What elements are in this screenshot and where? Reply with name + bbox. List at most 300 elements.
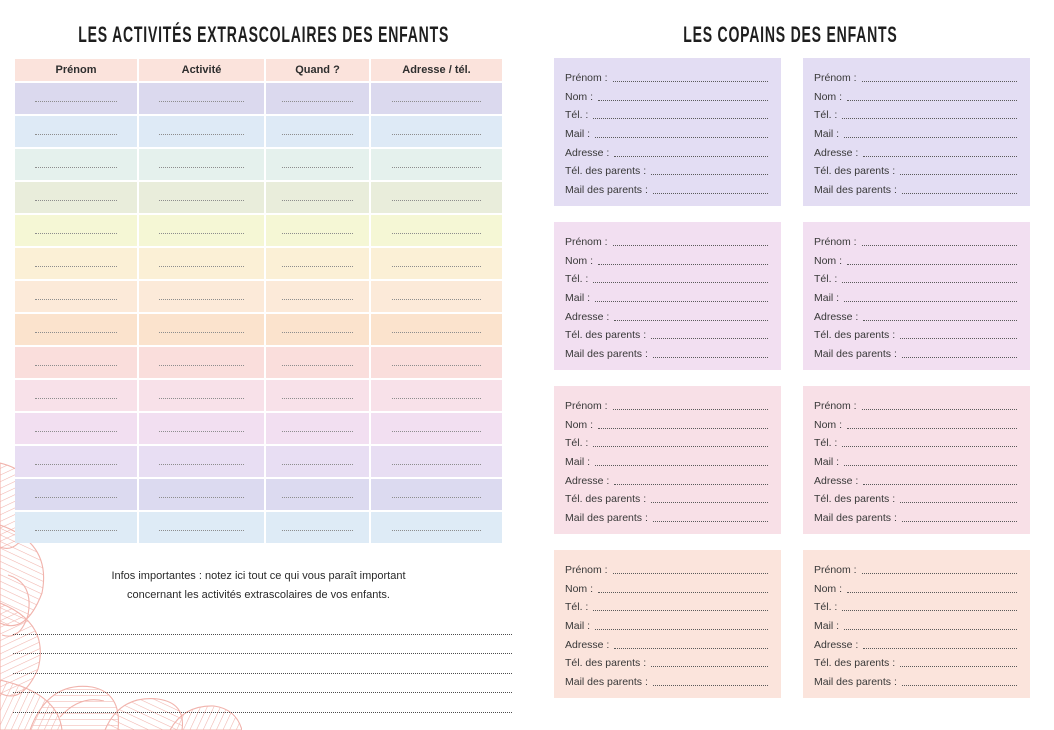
write-in-line	[282, 233, 352, 234]
table-cell	[139, 347, 264, 378]
write-in-line	[159, 431, 244, 432]
field-label: Mail :	[814, 127, 840, 140]
friend-card	[554, 550, 781, 698]
write-in-line	[35, 200, 118, 201]
table-cell	[15, 512, 137, 543]
notes-write-line	[13, 615, 512, 635]
field-write-line	[593, 282, 768, 283]
write-in-line	[392, 299, 481, 300]
table-cell	[266, 281, 369, 312]
table-cell	[371, 512, 502, 543]
table-cell	[371, 413, 502, 444]
field-write-line	[651, 502, 768, 503]
field-label: Tél. des parents :	[814, 493, 896, 506]
field-write-line	[862, 573, 1017, 574]
field-label: Tél. :	[814, 437, 838, 450]
card-field	[814, 615, 1019, 632]
field-write-line	[614, 484, 768, 485]
table-cell	[139, 380, 264, 411]
write-in-line	[35, 332, 118, 333]
field-label: Mail des parents :	[814, 675, 897, 688]
card-field	[814, 179, 1019, 196]
card-field	[814, 67, 1019, 84]
write-in-line	[282, 365, 352, 366]
write-in-line	[35, 266, 118, 267]
table-cell	[266, 347, 369, 378]
table-cell	[371, 347, 502, 378]
activities-title	[0, 22, 527, 49]
field-write-line	[595, 465, 768, 466]
field-write-line	[593, 118, 768, 119]
card-field	[565, 488, 770, 505]
field-label: Tél. des parents :	[565, 493, 647, 506]
field-write-line	[842, 610, 1017, 611]
field-write-line	[613, 81, 768, 82]
write-in-line	[282, 497, 352, 498]
table-cell	[266, 413, 369, 444]
write-in-line	[282, 101, 352, 102]
write-in-line	[392, 431, 481, 432]
card-field	[814, 507, 1019, 524]
write-in-line	[35, 101, 118, 102]
friends-title	[527, 22, 1054, 49]
table-cell	[139, 314, 264, 345]
table-cell	[371, 314, 502, 345]
field-label: Prénom :	[565, 564, 608, 576]
table-cell	[15, 347, 137, 378]
field-label: Tél. des parents :	[565, 165, 647, 178]
write-in-line	[35, 167, 118, 168]
write-in-line	[35, 398, 118, 399]
card-field	[814, 343, 1019, 360]
field-write-line	[847, 592, 1017, 593]
field-write-line	[653, 685, 768, 686]
write-in-line	[159, 233, 244, 234]
field-write-line	[862, 245, 1017, 246]
write-in-line	[159, 167, 244, 168]
table-cell	[15, 215, 137, 246]
card-field	[814, 470, 1019, 487]
table-cell	[266, 380, 369, 411]
field-write-line	[842, 446, 1017, 447]
write-in-line	[159, 365, 244, 366]
table-cell	[15, 248, 137, 279]
field-write-line	[844, 629, 1017, 630]
field-label: Nom :	[565, 418, 594, 431]
field-write-line	[844, 465, 1017, 466]
card-field	[565, 615, 770, 632]
notes-text-line2: concernant les activités extrascolaires de vos enfants.	[127, 589, 390, 601]
friends-page	[527, 0, 1054, 730]
field-label: Tél. des parents :	[814, 657, 896, 670]
table-cell	[266, 215, 369, 246]
table-cell	[266, 116, 369, 147]
table-cell	[371, 479, 502, 510]
card-field	[565, 142, 770, 159]
card-field	[565, 287, 770, 304]
table-cell	[139, 182, 264, 213]
card-field	[814, 250, 1019, 267]
table-cell	[139, 446, 264, 477]
write-in-line	[35, 233, 118, 234]
card-field	[565, 432, 770, 449]
write-in-line	[159, 200, 244, 201]
table-cell	[15, 380, 137, 411]
field-label: Tél. :	[565, 109, 589, 122]
field-label: Mail :	[814, 619, 840, 632]
table-cell	[139, 83, 264, 114]
field-label: Prénom :	[814, 400, 857, 412]
table-cell	[15, 314, 137, 345]
field-label: Tél. :	[565, 273, 589, 286]
card-field	[565, 507, 770, 524]
table-cell	[371, 446, 502, 477]
table-cell	[15, 182, 137, 213]
table-cell	[15, 281, 137, 312]
field-write-line	[593, 610, 768, 611]
field-label: Prénom :	[565, 236, 608, 248]
write-in-line	[282, 167, 352, 168]
table-cell	[139, 149, 264, 180]
field-label: Mail :	[565, 291, 591, 304]
write-in-line	[282, 530, 352, 531]
field-label: Tél. des parents :	[565, 329, 647, 342]
write-in-line	[35, 530, 118, 531]
field-label: Prénom :	[814, 564, 857, 576]
table-cell	[371, 380, 502, 411]
activities-table	[15, 59, 502, 543]
field-write-line	[847, 100, 1017, 101]
field-label: Adresse :	[814, 146, 859, 159]
card-field	[814, 395, 1019, 412]
field-write-line	[651, 174, 768, 175]
card-field	[565, 596, 770, 613]
write-in-line	[159, 266, 244, 267]
card-field	[814, 160, 1019, 177]
card-field	[565, 343, 770, 360]
card-field	[814, 231, 1019, 248]
write-in-line	[392, 464, 481, 465]
card-field	[565, 578, 770, 595]
table-cell	[266, 446, 369, 477]
notes-write-area	[13, 615, 512, 713]
field-label: Nom :	[565, 90, 594, 103]
write-in-line	[282, 134, 352, 135]
write-in-line	[282, 464, 352, 465]
field-label: Mail des parents :	[814, 511, 897, 524]
field-write-line	[595, 301, 768, 302]
column-header: Quand ?	[266, 59, 369, 81]
field-write-line	[844, 137, 1017, 138]
card-field	[565, 559, 770, 576]
field-write-line	[593, 446, 768, 447]
card-field	[814, 488, 1019, 505]
write-in-line	[392, 266, 481, 267]
field-label: Mail :	[565, 619, 591, 632]
field-label: Adresse :	[565, 638, 610, 651]
table-cell	[266, 314, 369, 345]
table-cell	[139, 116, 264, 147]
field-label: Nom :	[814, 418, 843, 431]
card-field	[565, 671, 770, 688]
column-header: Adresse / tél.	[371, 59, 502, 81]
field-label: Mail :	[814, 291, 840, 304]
write-in-line	[282, 398, 352, 399]
field-label: Mail des parents :	[814, 347, 897, 360]
friend-card	[803, 550, 1030, 698]
write-in-line	[392, 101, 481, 102]
write-in-line	[159, 299, 244, 300]
card-field	[814, 578, 1019, 595]
table-cell	[139, 281, 264, 312]
field-write-line	[863, 156, 1017, 157]
field-write-line	[598, 100, 768, 101]
field-label: Nom :	[565, 582, 594, 595]
field-label: Nom :	[565, 254, 594, 267]
table-cell	[15, 83, 137, 114]
field-write-line	[613, 573, 768, 574]
card-field	[814, 432, 1019, 449]
card-field	[814, 287, 1019, 304]
friend-card	[554, 386, 781, 534]
card-field	[565, 231, 770, 248]
write-in-line	[159, 464, 244, 465]
card-field	[814, 634, 1019, 651]
field-write-line	[598, 592, 768, 593]
field-write-line	[653, 357, 768, 358]
friend-card	[554, 58, 781, 206]
card-field	[565, 306, 770, 323]
card-field	[565, 86, 770, 103]
table-cell	[371, 215, 502, 246]
field-label: Tél. :	[565, 437, 589, 450]
write-in-line	[392, 134, 481, 135]
field-label: Mail :	[565, 127, 591, 140]
field-label: Adresse :	[565, 310, 610, 323]
field-label: Prénom :	[814, 72, 857, 84]
table-cell	[266, 248, 369, 279]
field-write-line	[842, 282, 1017, 283]
table-cell	[15, 479, 137, 510]
field-label: Mail des parents :	[565, 347, 648, 360]
write-in-line	[159, 398, 244, 399]
card-field	[565, 652, 770, 669]
field-write-line	[902, 193, 1017, 194]
write-in-line	[392, 200, 481, 201]
write-in-line	[159, 101, 244, 102]
important-notes	[15, 567, 502, 605]
write-in-line	[35, 431, 118, 432]
field-write-line	[847, 428, 1017, 429]
notes-write-line	[13, 635, 512, 655]
table-cell	[371, 83, 502, 114]
notes-write-line	[13, 674, 512, 694]
activities-title-text: LES ACTIVITÉS EXTRASCOLAIRES DES ENFANTS	[78, 22, 449, 48]
field-label: Prénom :	[814, 236, 857, 248]
write-in-line	[35, 134, 118, 135]
field-write-line	[614, 320, 768, 321]
card-field	[565, 634, 770, 651]
write-in-line	[392, 167, 481, 168]
table-cell	[139, 248, 264, 279]
column-header: Activité	[139, 59, 264, 81]
card-field	[814, 86, 1019, 103]
field-label: Adresse :	[814, 310, 859, 323]
card-field	[565, 250, 770, 267]
card-field	[814, 652, 1019, 669]
field-write-line	[651, 666, 768, 667]
field-write-line	[651, 338, 768, 339]
field-label: Nom :	[814, 254, 843, 267]
card-field	[565, 160, 770, 177]
field-label: Mail des parents :	[565, 511, 648, 524]
write-in-line	[159, 530, 244, 531]
field-write-line	[900, 338, 1017, 339]
card-field	[814, 324, 1019, 341]
card-field	[814, 559, 1019, 576]
field-write-line	[653, 521, 768, 522]
field-write-line	[902, 357, 1017, 358]
field-write-line	[598, 264, 768, 265]
field-label: Prénom :	[565, 72, 608, 84]
card-field	[814, 142, 1019, 159]
table-cell	[371, 116, 502, 147]
field-write-line	[862, 81, 1017, 82]
table-cell	[371, 182, 502, 213]
write-in-line	[392, 398, 481, 399]
field-write-line	[847, 264, 1017, 265]
write-in-line	[282, 332, 352, 333]
write-in-line	[282, 200, 352, 201]
card-field	[814, 596, 1019, 613]
notes-text-line1: Infos importantes : notez ici tout ce qui vous paraît important	[111, 570, 406, 582]
friends-title-text: LES COPAINS DES ENFANTS	[683, 22, 898, 48]
table-cell	[139, 479, 264, 510]
table-cell	[371, 248, 502, 279]
card-field	[565, 179, 770, 196]
field-label: Mail des parents :	[814, 183, 897, 196]
field-write-line	[613, 409, 768, 410]
field-label: Adresse :	[814, 638, 859, 651]
card-field	[814, 451, 1019, 468]
write-in-line	[282, 299, 352, 300]
friend-cards-grid	[554, 58, 1030, 698]
column-header: Prénom	[15, 59, 137, 81]
write-in-line	[392, 332, 481, 333]
write-in-line	[35, 464, 118, 465]
card-field	[565, 395, 770, 412]
write-in-line	[35, 365, 118, 366]
field-write-line	[862, 409, 1017, 410]
field-write-line	[844, 301, 1017, 302]
field-write-line	[842, 118, 1017, 119]
table-cell	[139, 413, 264, 444]
field-label: Mail des parents :	[565, 675, 648, 688]
field-write-line	[902, 685, 1017, 686]
table-cell	[266, 512, 369, 543]
table-cell	[15, 413, 137, 444]
field-label: Nom :	[814, 582, 843, 595]
field-label: Tél. des parents :	[565, 657, 647, 670]
card-field	[814, 414, 1019, 431]
write-in-line	[392, 530, 481, 531]
card-field	[565, 268, 770, 285]
field-write-line	[902, 521, 1017, 522]
table-cell	[15, 116, 137, 147]
field-write-line	[614, 156, 768, 157]
table-cell	[266, 182, 369, 213]
table-cell	[139, 512, 264, 543]
card-field	[814, 104, 1019, 121]
field-write-line	[900, 502, 1017, 503]
write-in-line	[392, 497, 481, 498]
field-label: Tél. :	[565, 601, 589, 614]
field-write-line	[613, 245, 768, 246]
write-in-line	[392, 365, 481, 366]
field-label: Tél. :	[814, 601, 838, 614]
field-write-line	[598, 428, 768, 429]
field-write-line	[614, 648, 768, 649]
table-cell	[139, 215, 264, 246]
card-field	[565, 67, 770, 84]
table-cell	[266, 479, 369, 510]
field-label: Nom :	[814, 90, 843, 103]
field-label: Tél. des parents :	[814, 165, 896, 178]
field-write-line	[900, 174, 1017, 175]
field-label: Tél. :	[814, 109, 838, 122]
write-in-line	[35, 299, 118, 300]
field-write-line	[863, 320, 1017, 321]
friend-card	[803, 386, 1030, 534]
friend-card	[554, 222, 781, 370]
field-write-line	[653, 193, 768, 194]
table-cell	[266, 149, 369, 180]
table-cell	[266, 83, 369, 114]
notes-write-line	[13, 693, 512, 713]
card-field	[565, 451, 770, 468]
field-write-line	[595, 629, 768, 630]
field-write-line	[863, 484, 1017, 485]
write-in-line	[159, 134, 244, 135]
field-write-line	[900, 666, 1017, 667]
field-label: Mail des parents :	[565, 183, 648, 196]
field-label: Tél. des parents :	[814, 329, 896, 342]
field-label: Mail :	[814, 455, 840, 468]
card-field	[565, 324, 770, 341]
write-in-line	[282, 266, 352, 267]
write-in-line	[392, 233, 481, 234]
field-label: Adresse :	[565, 474, 610, 487]
table-cell	[15, 446, 137, 477]
write-in-line	[282, 431, 352, 432]
field-label: Adresse :	[565, 146, 610, 159]
field-write-line	[863, 648, 1017, 649]
write-in-line	[159, 332, 244, 333]
card-field	[814, 671, 1019, 688]
write-in-line	[159, 497, 244, 498]
card-field	[565, 470, 770, 487]
card-field	[814, 306, 1019, 323]
field-label: Mail :	[565, 455, 591, 468]
activities-table-grid	[15, 59, 502, 543]
write-in-line	[35, 497, 118, 498]
table-cell	[15, 149, 137, 180]
card-field	[565, 414, 770, 431]
card-field	[565, 104, 770, 121]
table-cell	[371, 149, 502, 180]
friend-card	[803, 222, 1030, 370]
field-label: Adresse :	[814, 474, 859, 487]
